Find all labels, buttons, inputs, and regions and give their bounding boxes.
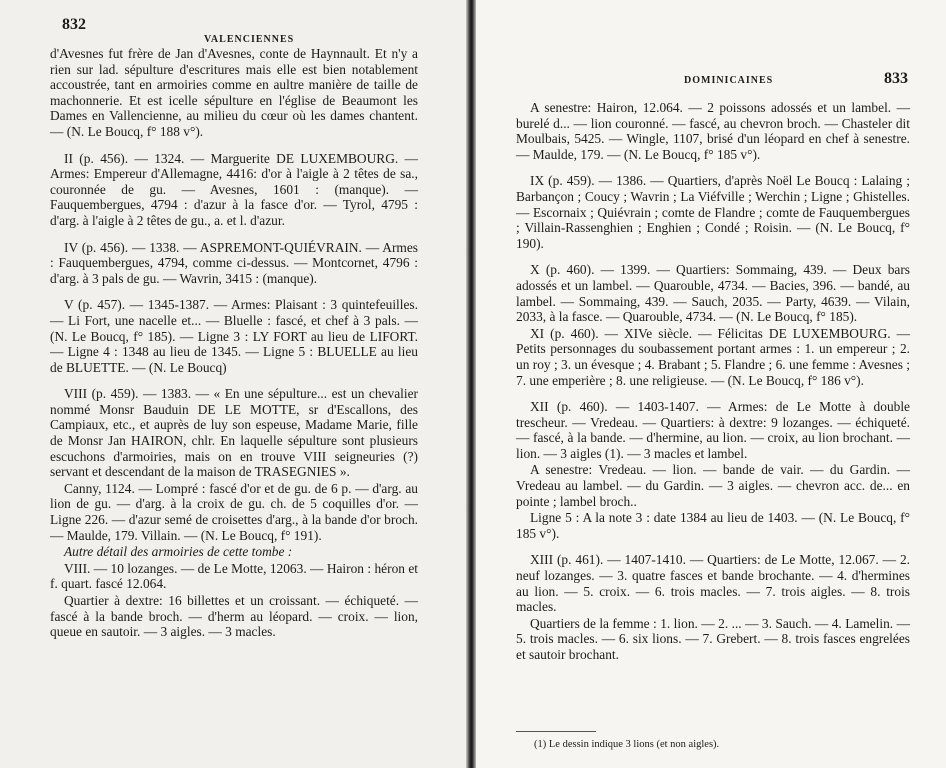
left-paragraph-2: II (p. 456). — 1324. — Marguerite DE LUXEMBOURG. — Armes: Empereur d'Allemagne, 4416: d'or à l'aigle à 2 têtes de sa., couronnée de gu. — Avesnes, 1601 : (manque). — Fauquembergues, 4794 : d'azur à la fasce d'or. — Tyrol, 4795 : d'arg. à l'aigle à 2 têtes de gu., a. et l. d'azur. <box>50 150 418 228</box>
left-page <box>0 0 468 768</box>
right-column <box>516 100 910 664</box>
right-paragraph-7: Ligne 5 : A la note 3 : date 1384 au lieu de 1403. — (N. Le Boucq, f° 185 v°). <box>516 510 910 541</box>
right-paragraph-2: IX (p. 459). — 1386. — Quartiers, d'après Noël Le Boucq : Lalaing ; Barbançon ; Coucy ; Wavrin ; La Viéfville ; Werchin ; Ligne ; Ghistelles. — Escornaix ; Quiévrain ; comte de Flandre ; comte de Fauquembergues ; Villain-Rassenghien ; Enghien ; Condé ; Roisin. — (N. Le Boucq, f° 190). <box>516 173 910 251</box>
left-paragraph-3: IV (p. 456). — 1338. — ASPREMONT-QUIÉVRAIN. — Armes : Fauquembergues, 4794, comme ci-dessus. — Montcornet, 4796 : d'arg. à 3 pals de gu. — Wavrin, 3415 : (manque). <box>50 239 418 286</box>
footnote: (1) Le dessin indique 3 lions (et non aigles). <box>534 739 720 750</box>
left-running-head: VALENCIENNES <box>204 34 295 45</box>
right-paragraph-6: A senestre: Vredeau. — lion. — bande de vair. — du Gardin. — Vredeau au lambel. — du Gardin. — 3 aigles. — chevron acc. de... en pointe ; lambel broch.. <box>516 462 910 509</box>
right-paragraph-9: Quartiers de la femme : 1. lion. — 2. ... — 3. Sauch. — 4. Lamelin. — 5. trois macles. — 6. six lions. — 7. Grebert. — 8. trois fasces engrelées et sautoir brochant. <box>516 615 910 662</box>
right-paragraph-5: XII (p. 460). — 1403-1407. — Armes: de Le Motte à double trescheur. — Vredeau. — Quartiers: à dextre: 9 lozanges. — échiqueté. — fascé, à la bande. — d'hermine, au lion. — croix, au lion brochant. — lion. — 3 aigles (1). — 3 macles et lambel. <box>516 399 910 461</box>
left-paragraph-6: Canny, 1124. — Lompré : fascé d'or et de gu. de 6 p. — d'arg. au lion de gu. — d'arg. à la croix de gu. ch. de 5 coquilles d'or. — Ligne 226. — d'azur semé de croisettes d'arg., à la bande d'or broch. — Maulde, 179. Villain. — (N. Le Boucq, f° 191). <box>50 480 418 543</box>
right-paragraph-4: XI (p. 460). — XIVe siècle. — Félicitas DE LUXEMBOURG. — Petits personnages du soubassement portant armes : 1. un empereur ; 2. un roy ; 3. un évesque ; 4. Brabant ; 5. Flandre ; 6. une femme : Avesnes ; 7. une emperière ; 8. une religieuse. — (N. Le Boucq, f° 186 v°). <box>516 325 910 388</box>
left-paragraph-1: d'Avesnes fut frère de Jan d'Avesnes, conte de Haynnault. Et n'y a rien sur lad. sépulture d'escritures mais elle est bien notablement accoustrée, tant en armoiries comme en aultre manière de taille de machonnerie. Et est icelle sépulture en l'église de Beaumont les Dames en Vallencienne, au milieu du cœur où les dames chantent. — (N. Le Boucq, f° 188 v°). <box>50 46 418 139</box>
footnote-rule <box>516 731 596 732</box>
left-paragraph-8: VIII. — 10 lozanges. — de Le Motte, 12063. — Hairon : héron et f. quart. fascé 12.064. <box>50 560 418 592</box>
right-running-head: DOMINICAINES <box>684 75 774 86</box>
left-paragraph-7: Autre détail des armoiries de cette tombe : <box>64 544 293 560</box>
left-column <box>50 46 418 641</box>
right-page-number: 833 <box>884 70 908 87</box>
left-paragraph-9: Quartier à dextre: 16 billettes et un croissant. — échiqueté. — fascé à la bande broch. — d'herm au léopard. — croix. — lion, queue en sautoir. — 3 aigles. — 3 macles. <box>50 593 418 640</box>
book-gutter <box>466 0 476 768</box>
right-paragraph-1: A senestre: Hairon, 12.064. — 2 poissons adossés et un lambel. — burelé d... — lion couronné. — fascé, au chevron broch. — Chasteler dit Moulbais, 5425. — Wingle, 1107, brisé d'un léopard en chef à senestre. — Maulde, 179. — (N. Le Boucq, f° 185 v°). <box>516 100 910 162</box>
left-paragraph-4: V (p. 457). — 1345-1387. — Armes: Plaisant : 3 quintefeuilles. — Li Fort, une nacelle et... — Bluelle : fascé, et chef à 3 pals. — (N. Le Boucq, f° 185). — Ligne 3 : LY FORT au lieu de LIFORT. — Ligne 4 : 1348 au lieu de 1345. — Ligne 5 : BLUELLE au lieu de BLUETTE. — (N. Le Boucq) <box>50 297 418 375</box>
right-paragraph-3: X (p. 460). — 1399. — Quartiers: Sommaing, 439. — Deux bars adossés et un lambel. — Quarouble, 4734. — Bacies, 396. — bandé, au lambel. — Sommaing, 439. — Sauch, 2035. — Party, 4639. — Vilain, 2033, à la fasce. — Quarouble, 4734. — (N. Le Boucq, f° 185). <box>516 262 910 325</box>
left-paragraph-5: VIII (p. 459). — 1383. — « En une sépulture... est un chevalier nommé Monsr Bauduin DE LE MOTTE, sr d'Escallons, des Campiaux, etc., et auprès de luy son espeuse, Madame Marie, fille de Monsr Jan HAIRON, chlr. En laquelle sépulture sont plusieurs escuchons d'armoiries, mais on en trouve VIII seigneuries (?) servant et descendant de la maison de TRASEGNIES ». <box>50 386 418 480</box>
right-page <box>476 0 946 768</box>
left-page-number: 832 <box>62 16 86 33</box>
right-paragraph-8: XIII (p. 461). — 1407-1410. — Quartiers: de Le Motte, 12.067. — 2. neuf lozanges. — 3. quatre fasces et bande brochante. — 4. d'hermines au lion. — 5. croix. — 6. trois macles. — 7. trois aigles. — 8. trois macles. <box>516 552 910 615</box>
